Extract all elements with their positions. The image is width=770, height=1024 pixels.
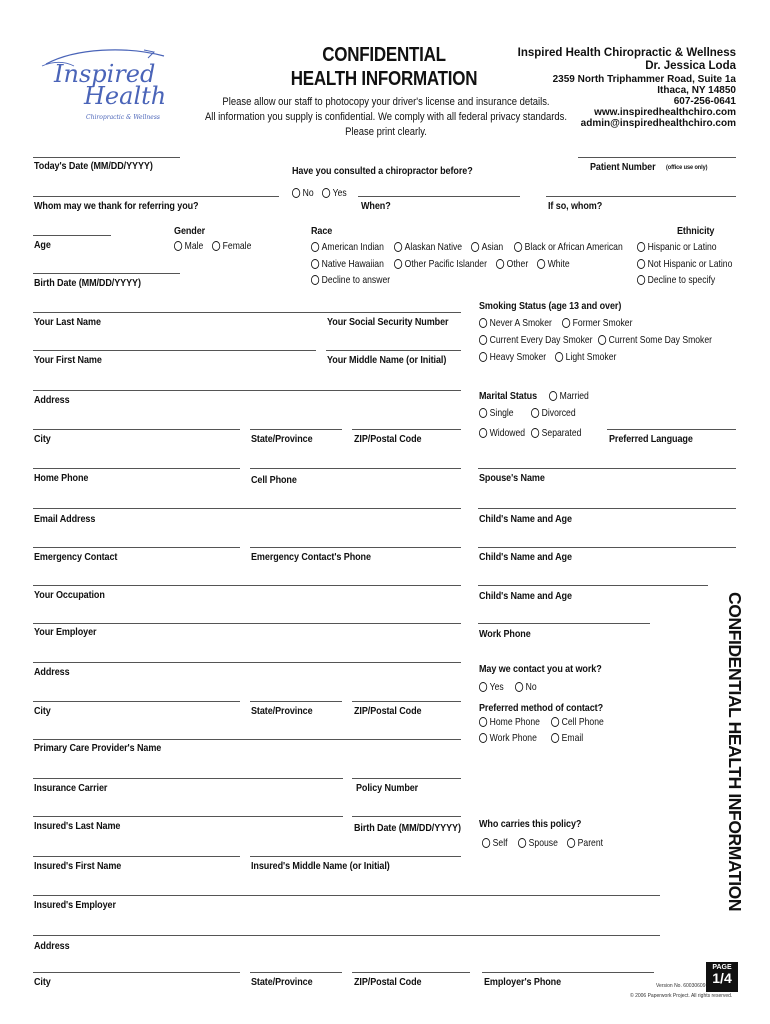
home-phone-label: Home Phone [34, 472, 89, 484]
state-field[interactable] [250, 429, 342, 430]
preferred-language-label: Preferred Language [609, 433, 693, 445]
contact-work-no-radio[interactable]: No [515, 681, 537, 693]
ethnicity-not-hispanic-radio[interactable]: Not Hispanic or Latino [637, 258, 732, 270]
todays-date-label: Today's Date (MM/DD/YYYY) [34, 160, 153, 172]
smoking-label: Smoking Status (age 13 and over) [479, 300, 622, 312]
insured-birth-label: Birth Date (MM/DD/YYYY) [354, 822, 461, 834]
address-field[interactable] [33, 390, 461, 391]
emergency-contact-field[interactable] [33, 547, 240, 548]
insured-last-name-field[interactable] [33, 816, 343, 817]
clinic-website: www.inspiredhealthchiro.com [594, 107, 736, 118]
home-phone-field[interactable] [33, 468, 240, 469]
first-name-label: Your First Name [34, 354, 102, 366]
occupation-field[interactable] [33, 585, 461, 586]
city-label: City [34, 433, 51, 445]
marital-label: Marital Status [479, 390, 538, 402]
patient-number-field[interactable] [578, 157, 736, 158]
insured-state-label: State/Province [251, 976, 313, 988]
if-so-whom-field[interactable] [546, 196, 736, 197]
insured-middle-name-label: Insured's Middle Name (or Initial) [251, 860, 390, 872]
smoke-current-every-radio[interactable]: Current Every Day Smoker [479, 334, 593, 346]
employer-state-label: State/Province [251, 705, 313, 717]
clinic-name: Inspired Health Chiropractic & Wellness [517, 47, 736, 59]
race-american-indian-radio[interactable]: American Indian [311, 241, 384, 253]
child1-label: Child's Name and Age [479, 513, 572, 525]
employer-field[interactable] [33, 623, 461, 624]
address-label: Address [34, 394, 70, 406]
employer-city-field[interactable] [33, 701, 240, 702]
referring-field[interactable] [33, 196, 279, 197]
doctor-name: Dr. Jessica Loda [645, 60, 736, 72]
work-phone-field[interactable] [478, 623, 650, 624]
policy-number-field[interactable] [352, 778, 461, 779]
smoke-light-radio[interactable]: Light Smoker [555, 351, 616, 363]
age-field[interactable] [33, 235, 111, 236]
when-field[interactable] [358, 196, 520, 197]
marital-widowed-radio[interactable]: Widowed [479, 427, 525, 439]
insured-address-field[interactable] [33, 935, 660, 936]
race-label: Race [311, 225, 333, 237]
clinic-email: admin@inspiredhealthchiro.com [580, 118, 736, 129]
child3-field[interactable] [478, 585, 708, 586]
birth-date-label: Birth Date (MM/DD/YYYY) [34, 277, 141, 289]
pc-cell-radio[interactable]: Cell Phone [551, 716, 604, 728]
employer-zip-field[interactable] [352, 701, 461, 702]
notice-line3: Please print clearly. [345, 126, 427, 138]
race-pacific-radio[interactable]: Other Pacific Islander [394, 258, 487, 270]
preferred-contact-label: Preferred method of contact? [479, 702, 604, 714]
primary-care-label: Primary Care Provider's Name [34, 742, 162, 754]
smoke-never-radio[interactable]: Never A Smoker [479, 317, 552, 329]
last-name-label: Your Last Name [34, 316, 101, 328]
ethnicity-decline-radio[interactable]: Decline to specify [637, 274, 715, 286]
insured-last-name-label: Insured's Last Name [34, 820, 121, 832]
page-indicator [706, 962, 738, 992]
when-label: When? [361, 200, 391, 212]
insured-middle-name-field[interactable] [250, 856, 461, 857]
insured-city-label: City [34, 976, 51, 988]
contact-at-work-label: May we contact you at work? [479, 663, 602, 675]
pc-home-radio[interactable]: Home Phone [479, 716, 540, 728]
clinic-phone: 607-256-0641 [673, 96, 736, 107]
insured-employer-field[interactable] [33, 895, 660, 896]
gender-label: Gender [174, 225, 206, 237]
clinic-address-line1: 2359 North Triphammer Road, Suite 1a [552, 74, 736, 85]
emergency-phone-field[interactable] [250, 547, 461, 548]
marital-divorced-radio[interactable]: Divorced [531, 407, 576, 419]
zip-field[interactable] [352, 429, 461, 430]
clinic-logo [36, 42, 171, 132]
emergency-phone-label: Emergency Contact's Phone [251, 551, 371, 563]
smoke-heavy-radio[interactable]: Heavy Smoker [479, 351, 546, 363]
city-field[interactable] [33, 429, 240, 430]
notice-line2: All information you supply is confidential. We comply with all federal privacy standards. [204, 111, 568, 123]
form-title-line1: CONFIDENTIAL [322, 44, 446, 66]
employers-phone-label: Employer's Phone [484, 976, 562, 988]
employers-phone-field[interactable] [482, 972, 654, 973]
smoke-current-some-radio[interactable]: Current Some Day Smoker [598, 334, 712, 346]
employer-zip-label: ZIP/Postal Code [354, 705, 422, 717]
race-black-radio[interactable]: Black or African American [514, 241, 623, 253]
work-phone-label: Work Phone [479, 628, 531, 640]
copyright-notice: © 2006 Paperwork Project. All rights reserved. [630, 993, 733, 999]
ssn-label: Your Social Security Number [327, 316, 449, 328]
race-other-radio[interactable]: Other [496, 258, 528, 270]
ethnicity-hispanic-radio[interactable]: Hispanic or Latino [637, 241, 717, 253]
carrier-spouse-radio[interactable]: Spouse [518, 837, 558, 849]
logo-word-inspired: Inspired [54, 60, 156, 88]
birth-date-field[interactable] [33, 273, 180, 274]
preferred-language-field[interactable] [607, 429, 736, 430]
consulted-label: Have you consulted a chiropractor before? [292, 165, 473, 177]
contact-work-yes-radio[interactable]: Yes [479, 681, 504, 693]
notice-line1: Please allow our staff to photocopy your driver's license and insurance details. [222, 96, 550, 108]
carrier-parent-radio[interactable]: Parent [567, 837, 603, 849]
employer-address-field[interactable] [33, 662, 461, 663]
logo-word-health: Health [84, 82, 167, 110]
pc-email-radio[interactable]: Email [551, 732, 583, 744]
todays-date-field[interactable] [33, 157, 180, 158]
gender-female-radio[interactable]: Female [212, 240, 251, 252]
form-title-line2: HEALTH INFORMATION [290, 68, 478, 90]
insured-employer-label: Insured's Employer [34, 899, 116, 911]
age-label: Age [34, 239, 51, 251]
insured-first-name-field[interactable] [33, 856, 240, 857]
insured-zip-field[interactable] [352, 972, 470, 973]
referring-label: Whom may we thank for referring you? [34, 200, 199, 212]
patient-number-label: Patient Number [590, 161, 656, 173]
gender-male-radio[interactable]: Male [174, 240, 203, 252]
email-field[interactable] [33, 508, 461, 509]
child3-label: Child's Name and Age [479, 590, 572, 602]
middle-name-label: Your Middle Name (or Initial) [327, 354, 447, 366]
marital-married-radio[interactable]: Married [549, 390, 589, 402]
race-alaskan-radio[interactable]: Alaskan Native [394, 241, 462, 253]
if-so-whom-label: If so, whom? [548, 200, 603, 212]
state-label: State/Province [251, 433, 313, 445]
insured-city-field[interactable] [33, 972, 240, 973]
race-hawaiian-radio[interactable]: Native Hawaiian [311, 258, 384, 270]
carrier-self-radio[interactable]: Self [482, 837, 507, 849]
pc-work-radio[interactable]: Work Phone [479, 732, 537, 744]
office-use-note: (office use only) [666, 164, 708, 171]
page-label: PAGE [712, 964, 732, 971]
employer-address-label: Address [34, 666, 70, 678]
emergency-contact-label: Emergency Contact [34, 551, 118, 563]
child2-field[interactable] [478, 547, 736, 548]
race-asian-radio[interactable]: Asian [471, 241, 503, 253]
child2-label: Child's Name and Age [479, 551, 572, 563]
insured-state-field[interactable] [250, 972, 342, 973]
marital-single-radio[interactable]: Single [479, 407, 514, 419]
vertical-title: CONFIDENTIAL HEALTH INFORMATION [725, 592, 745, 912]
middle-name-field[interactable] [326, 350, 461, 351]
employer-state-field[interactable] [250, 701, 342, 702]
insurance-carrier-label: Insurance Carrier [34, 782, 108, 794]
employer-label: Your Employer [34, 626, 97, 638]
zip-label: ZIP/Postal Code [354, 433, 422, 445]
insurance-carrier-field[interactable] [33, 778, 343, 779]
employer-city-label: City [34, 705, 51, 717]
first-name-field[interactable] [33, 350, 316, 351]
consulted-no-radio[interactable]: No [292, 187, 314, 199]
spouse-name-field[interactable] [478, 468, 736, 469]
race-decline-radio[interactable]: Decline to answer [311, 274, 390, 286]
insured-zip-label: ZIP/Postal Code [354, 976, 422, 988]
cell-phone-label: Cell Phone [251, 474, 297, 486]
spouse-name-label: Spouse's Name [479, 472, 545, 484]
version-number: Version No. 60030609 [656, 983, 706, 989]
occupation-label: Your Occupation [34, 589, 105, 601]
smoke-former-radio[interactable]: Former Smoker [562, 317, 632, 329]
race-white-radio[interactable]: White [537, 258, 570, 270]
insured-birth-field[interactable] [352, 816, 461, 817]
insured-address-label: Address [34, 940, 70, 952]
who-carries-label: Who carries this policy? [479, 818, 582, 830]
ethnicity-label: Ethnicity [677, 225, 715, 237]
policy-number-label: Policy Number [356, 782, 419, 794]
cell-phone-field[interactable] [250, 468, 461, 469]
insured-first-name-label: Insured's First Name [34, 860, 122, 872]
primary-care-field[interactable] [33, 739, 461, 740]
email-label: Email Address [34, 513, 96, 525]
consulted-yes-radio[interactable]: Yes [322, 187, 347, 199]
clinic-address-line2: Ithaca, NY 14850 [657, 85, 736, 96]
logo-tagline: Chiropractic & Wellness [86, 114, 160, 121]
child1-field[interactable] [478, 508, 736, 509]
last-name-field[interactable] [33, 312, 461, 313]
marital-separated-radio[interactable]: Separated [531, 427, 581, 439]
page-number: 1/4 [712, 970, 732, 986]
